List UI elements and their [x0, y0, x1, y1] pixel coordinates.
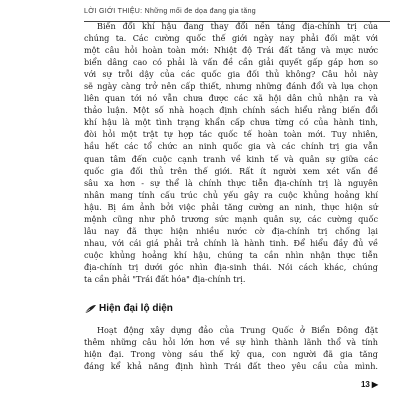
page-footer — [361, 380, 378, 392]
running-header-label: LỜI GIỚI THIỆU: Những mối đe dọa đang gia tăng — [84, 8, 257, 15]
paragraph-intro — [84, 20, 378, 285]
section-heading — [84, 303, 234, 317]
text-line: Biến đổi khí hậu đang thay đổi nền tảng địa-chính trị của — [97, 21, 378, 31]
text-line: nhân mang tính cấu trúc chủ yếu gây ra cuộc khủng hoảng khí — [84, 189, 378, 200]
text-line: Hoạt động xây dựng đảo của Trung Quốc ở Biển Đông đặt — [97, 325, 378, 335]
section-title: Hiện đại lộ diện — [99, 303, 173, 314]
text-line: với sự trỗi dậy của các quốc gia đối thủ không? Câu hỏi này — [84, 69, 378, 80]
text-line: hiện đại. Trong vòng sáu thế kỷ qua, con người đã gia tăng — [84, 349, 378, 360]
text-line: địa-chính trị dưới góc nhìn địa-sinh thái. Nói cách khác, chúng — [84, 261, 378, 272]
arrow-right-icon: ▶ — [371, 380, 378, 389]
text-line: đòi hỏi một trật tự hợp tác quốc tế hoàn toàn mới. Tuy nhiên, — [84, 129, 378, 140]
text-line: nhau, với cái giá phải trả chính là hành tinh. Để hiểu đầy đủ về — [84, 237, 378, 248]
text-line: liên quan tới nó vẫn chưa được các xã hội dân chủ nhận ra và — [84, 93, 378, 104]
text-line: khí hậu là một tình trạng khẩn cấp chưa từng có của hành tinh, — [84, 117, 378, 128]
text-line: mệnh cũng như phô trương sức mạnh quân sự, các cường quốc — [84, 213, 378, 224]
text-line: thảo luận. Một số nhà hoạch định chính sách hiểu rằng biến đổi — [84, 105, 378, 116]
text-line: biển dâng cao có phải là vấn đề cần giải quyết gấp gáp hơn so — [84, 57, 378, 68]
text-line: chúng ta. Các cường quốc thế giới ngày nay phải đối mặt với — [84, 33, 378, 44]
text-line: sâu xa hơn - sự thể là chính thực tiễn địa-chính trị là nguyên — [84, 177, 378, 188]
text-line: ta cần phải "Trái đất hóa" địa-chính trị. — [84, 273, 246, 284]
text-line: lâu nay đã thực hiện nhiều nước cờ địa-chính trị chống lại — [84, 225, 378, 236]
text-line: một câu hỏi hoàn toàn mới: Nhiệt độ Trái đất tăng và mực nước — [84, 45, 378, 56]
text-line: cuộc khủng hoảng khí hậu, chúng ta cần nhìn nhận thực tiễn — [84, 249, 378, 260]
text-line: quốc gia đối thủ trên thế giới. Rất ít người xem xét vấn đề — [84, 165, 378, 176]
text-line: đáng kể khả năng định hình Trái đất theo yêu cầu của mình. — [84, 361, 378, 372]
paragraph-modernity — [84, 324, 378, 372]
text-line: sẽ ngày càng trở nên cấp thiết, nhưng những đánh đổi và lựa chọn — [84, 81, 378, 92]
text-line: quan tâm đến cuộc cạnh tranh về kinh tế và quân sự giữa các — [84, 153, 378, 164]
feather-mark-icon — [84, 304, 97, 314]
text-line: hậu. Bị ám ảnh bởi việc phải tăng cường an ninh, thực hiện sứ — [84, 201, 378, 212]
page-number: 13 — [360, 380, 370, 389]
text-line: hầu hết các tổ chức an ninh quốc gia và các chính trị gia vẫn — [84, 141, 378, 152]
book-page — [20, 0, 390, 400]
text-line: thêm những câu hỏi lớn hơn về sự hình thành lãnh thổ và tính — [84, 337, 378, 348]
